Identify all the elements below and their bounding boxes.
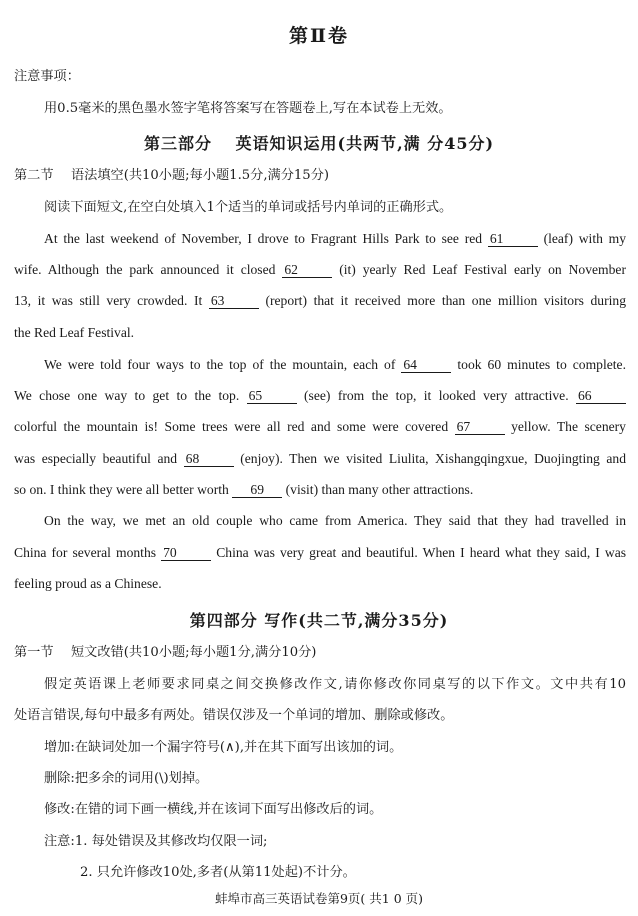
passage-text: At the last weekend of November, I drove to Fragrant Hills Park to see red: [44, 231, 483, 246]
delete-rule: 删除:把多余的词用(\)划掉。: [44, 771, 209, 786]
passage-text: so on. I think they were all better worth: [14, 482, 229, 497]
instruction-text: 阅读下面短文,在空白处填入1个适当的单词或括号内单词的正确形式。: [44, 200, 453, 215]
passage-text: took 60 minutes to complete.: [457, 357, 626, 372]
passage-text: We were told four ways to the top of the mountain, each of: [44, 357, 396, 372]
passage-line-3: [14, 292, 626, 310]
passage-line-4: the Red Leaf Festival.: [14, 325, 135, 340]
passage-line-7: [14, 418, 626, 436]
passage-line-6: [14, 387, 626, 405]
passage-line-11: [14, 544, 626, 562]
passage-text: (visit) than many other attractions.: [285, 482, 474, 497]
blank-70: 70: [161, 546, 211, 561]
modify-rule: 修改:在错的词下画一横线,并在该词下面写出修改后的词。: [44, 802, 383, 817]
blank-62: 62: [282, 263, 332, 278]
page-footer: 蚌埠市高三英语试卷第9页( 共1 0 页): [214, 891, 424, 906]
page-title: 第Ⅱ卷: [288, 25, 349, 47]
passage-line-10: On the way, we met an old couple who came from America. They said that they had travelled in: [44, 513, 626, 528]
section1-label: 第一节 短文改错(共10小题;每小题1分,满分10分): [14, 645, 317, 660]
passage-text: (see) from the top, it looked very attractive.: [304, 388, 569, 403]
blank-68: 68: [184, 452, 234, 467]
passage-text: colorful the mountain is! Some trees were all red and some were covered: [14, 419, 449, 434]
task-line-2: 处语言错误,每句中最多有两处。错误仅涉及一个单词的增加、删除或修改。: [14, 708, 454, 723]
passage-line-12: feeling proud as a Chinese.: [14, 576, 162, 591]
passage-line-8: [14, 450, 626, 468]
passage-text: China was very great and beautiful. When I heard what they said, I was: [216, 545, 627, 560]
blank-66: 66: [576, 389, 626, 404]
note-1: 注意:1. 每处错误及其修改均仅限一词;: [44, 834, 268, 849]
passage-line-2: [14, 261, 626, 279]
blank-63: 63: [209, 294, 259, 309]
add-rule: 增加:在缺词处加一个漏字符号(∧),并在其下面写出该加的词。: [44, 740, 403, 755]
blank-67: 67: [455, 420, 505, 435]
task-line-1: 假定英语课上老师要求同桌之间交换修改作文,请你修改你同桌写的以下作文。文中共有10: [44, 677, 626, 692]
blank-69: 69: [232, 483, 282, 498]
passage-text: We chose one way to get to the top.: [14, 388, 240, 403]
passage-text: (report) that it received more than one million visitors during: [265, 293, 626, 308]
notice-text: 用0.5毫米的黑色墨水签字笔将答案写在答题卷上,写在本试卷上无效。: [44, 101, 452, 116]
passage-text: 13, it was still very crowded. It: [14, 293, 203, 308]
part4-title: 第四部分 写作(共二节,满分35分): [189, 611, 449, 630]
passage-text: wife. Although the park announced it closed: [14, 262, 276, 277]
blank-65: 65: [247, 389, 297, 404]
passage-line-1: [44, 230, 626, 248]
passage-text: (enjoy). Then we visited Liulita, Xishangqingxue, Duojingting and: [240, 451, 626, 466]
passage-text: China for several months: [14, 545, 157, 560]
part3-title: 第三部分 英语知识运用(共两节,满 分45分): [143, 134, 495, 153]
passage-text: (it) yearly Red Leaf Festival early on November: [339, 262, 626, 277]
passage-text: (leaf) with my: [543, 231, 627, 246]
section2-label: 第二节 语法填空(共10小题;每小题1.5分,满分15分): [14, 168, 330, 183]
note-2: 2. 只允许修改10处,多者(从第11处起)不计分。: [80, 865, 356, 880]
passage-line-5: [44, 356, 626, 374]
blank-61: 61: [488, 232, 538, 247]
notice-label: 注意事项：: [14, 69, 80, 84]
blank-64: 64: [401, 358, 451, 373]
passage-text: was especially beautiful and: [14, 451, 178, 466]
passage-line-9: [14, 481, 473, 499]
passage-text: yellow. The scenery: [511, 419, 626, 434]
